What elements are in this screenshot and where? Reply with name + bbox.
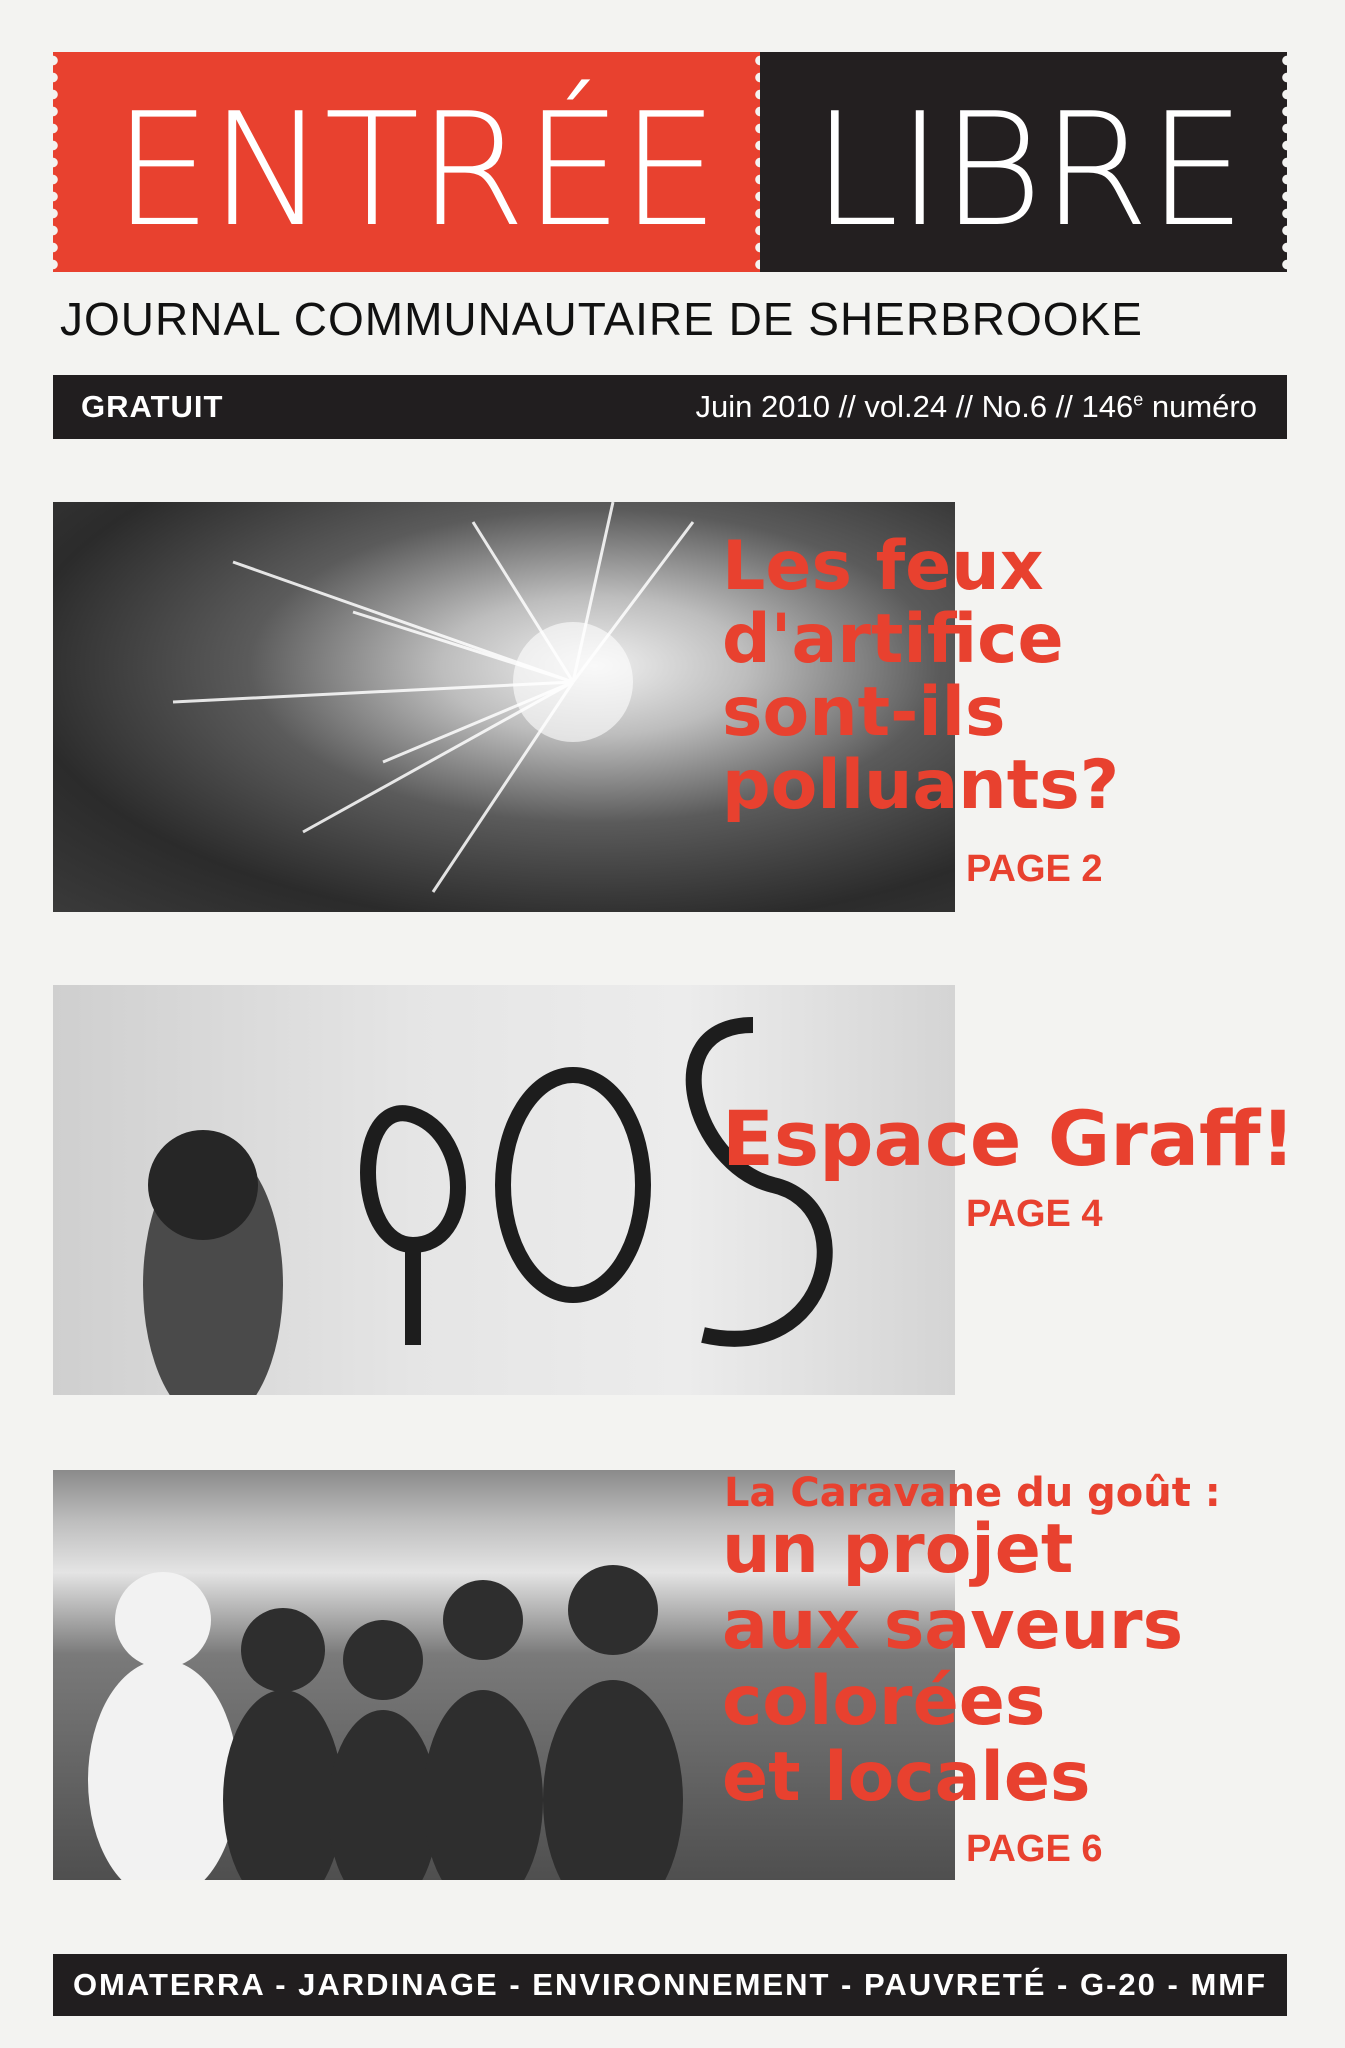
headline-line: un projet [722, 1510, 1074, 1589]
story-fireworks-headline [722, 527, 1120, 825]
masthead-title-right: LIBRE [811, 79, 1245, 261]
story-graff-page: PAGE 4 [966, 1193, 1103, 1235]
story-fireworks-page: PAGE 2 [966, 848, 1103, 890]
headline-line: aux saveurs [722, 1586, 1184, 1665]
headline-line: Les feux [722, 527, 1044, 606]
issue-details-sup: e [1133, 389, 1144, 410]
headline-line: polluants? [722, 746, 1120, 825]
journal-subtitle: JOURNAL COMMUNAUTAIRE DE SHERBROOKE [60, 293, 1143, 345]
masthead-black-stamp [760, 52, 1287, 272]
graffiti-artwork-graphic [53, 985, 955, 1395]
story-caravane-page: PAGE 6 [966, 1828, 1103, 1870]
headline-line: sont-ils [722, 673, 1006, 752]
issue-bar [53, 375, 1287, 439]
issue-details [696, 389, 1257, 425]
story-caravane-kicker: La Caravane du goût : [724, 1470, 1221, 1516]
masthead-title-left: ENTRÉE [112, 79, 718, 261]
graffiti-photo [53, 985, 955, 1395]
issue-details-main: Juin 2010 // vol.24 // No.6 // 146 [695, 389, 1134, 424]
topics-list: OMATERRA - JARDINAGE - ENVIRONNEMENT - PAUVRETÉ - G-20 - MMF [72, 1967, 1268, 2002]
topics-bar [53, 1954, 1287, 2016]
headline-line: colorées [722, 1662, 1046, 1741]
headline-line: et locales [722, 1738, 1091, 1817]
story-graff-headline: Espace Graff! [722, 1094, 1296, 1183]
masthead-red-stamp [53, 52, 760, 272]
price-label: GRATUIT [81, 389, 224, 424]
story-caravane-headline [722, 1512, 1183, 1816]
headline-line: d'artifice [722, 600, 1064, 679]
masthead [53, 52, 1287, 272]
issue-details-suffix: numéro [1143, 389, 1257, 424]
